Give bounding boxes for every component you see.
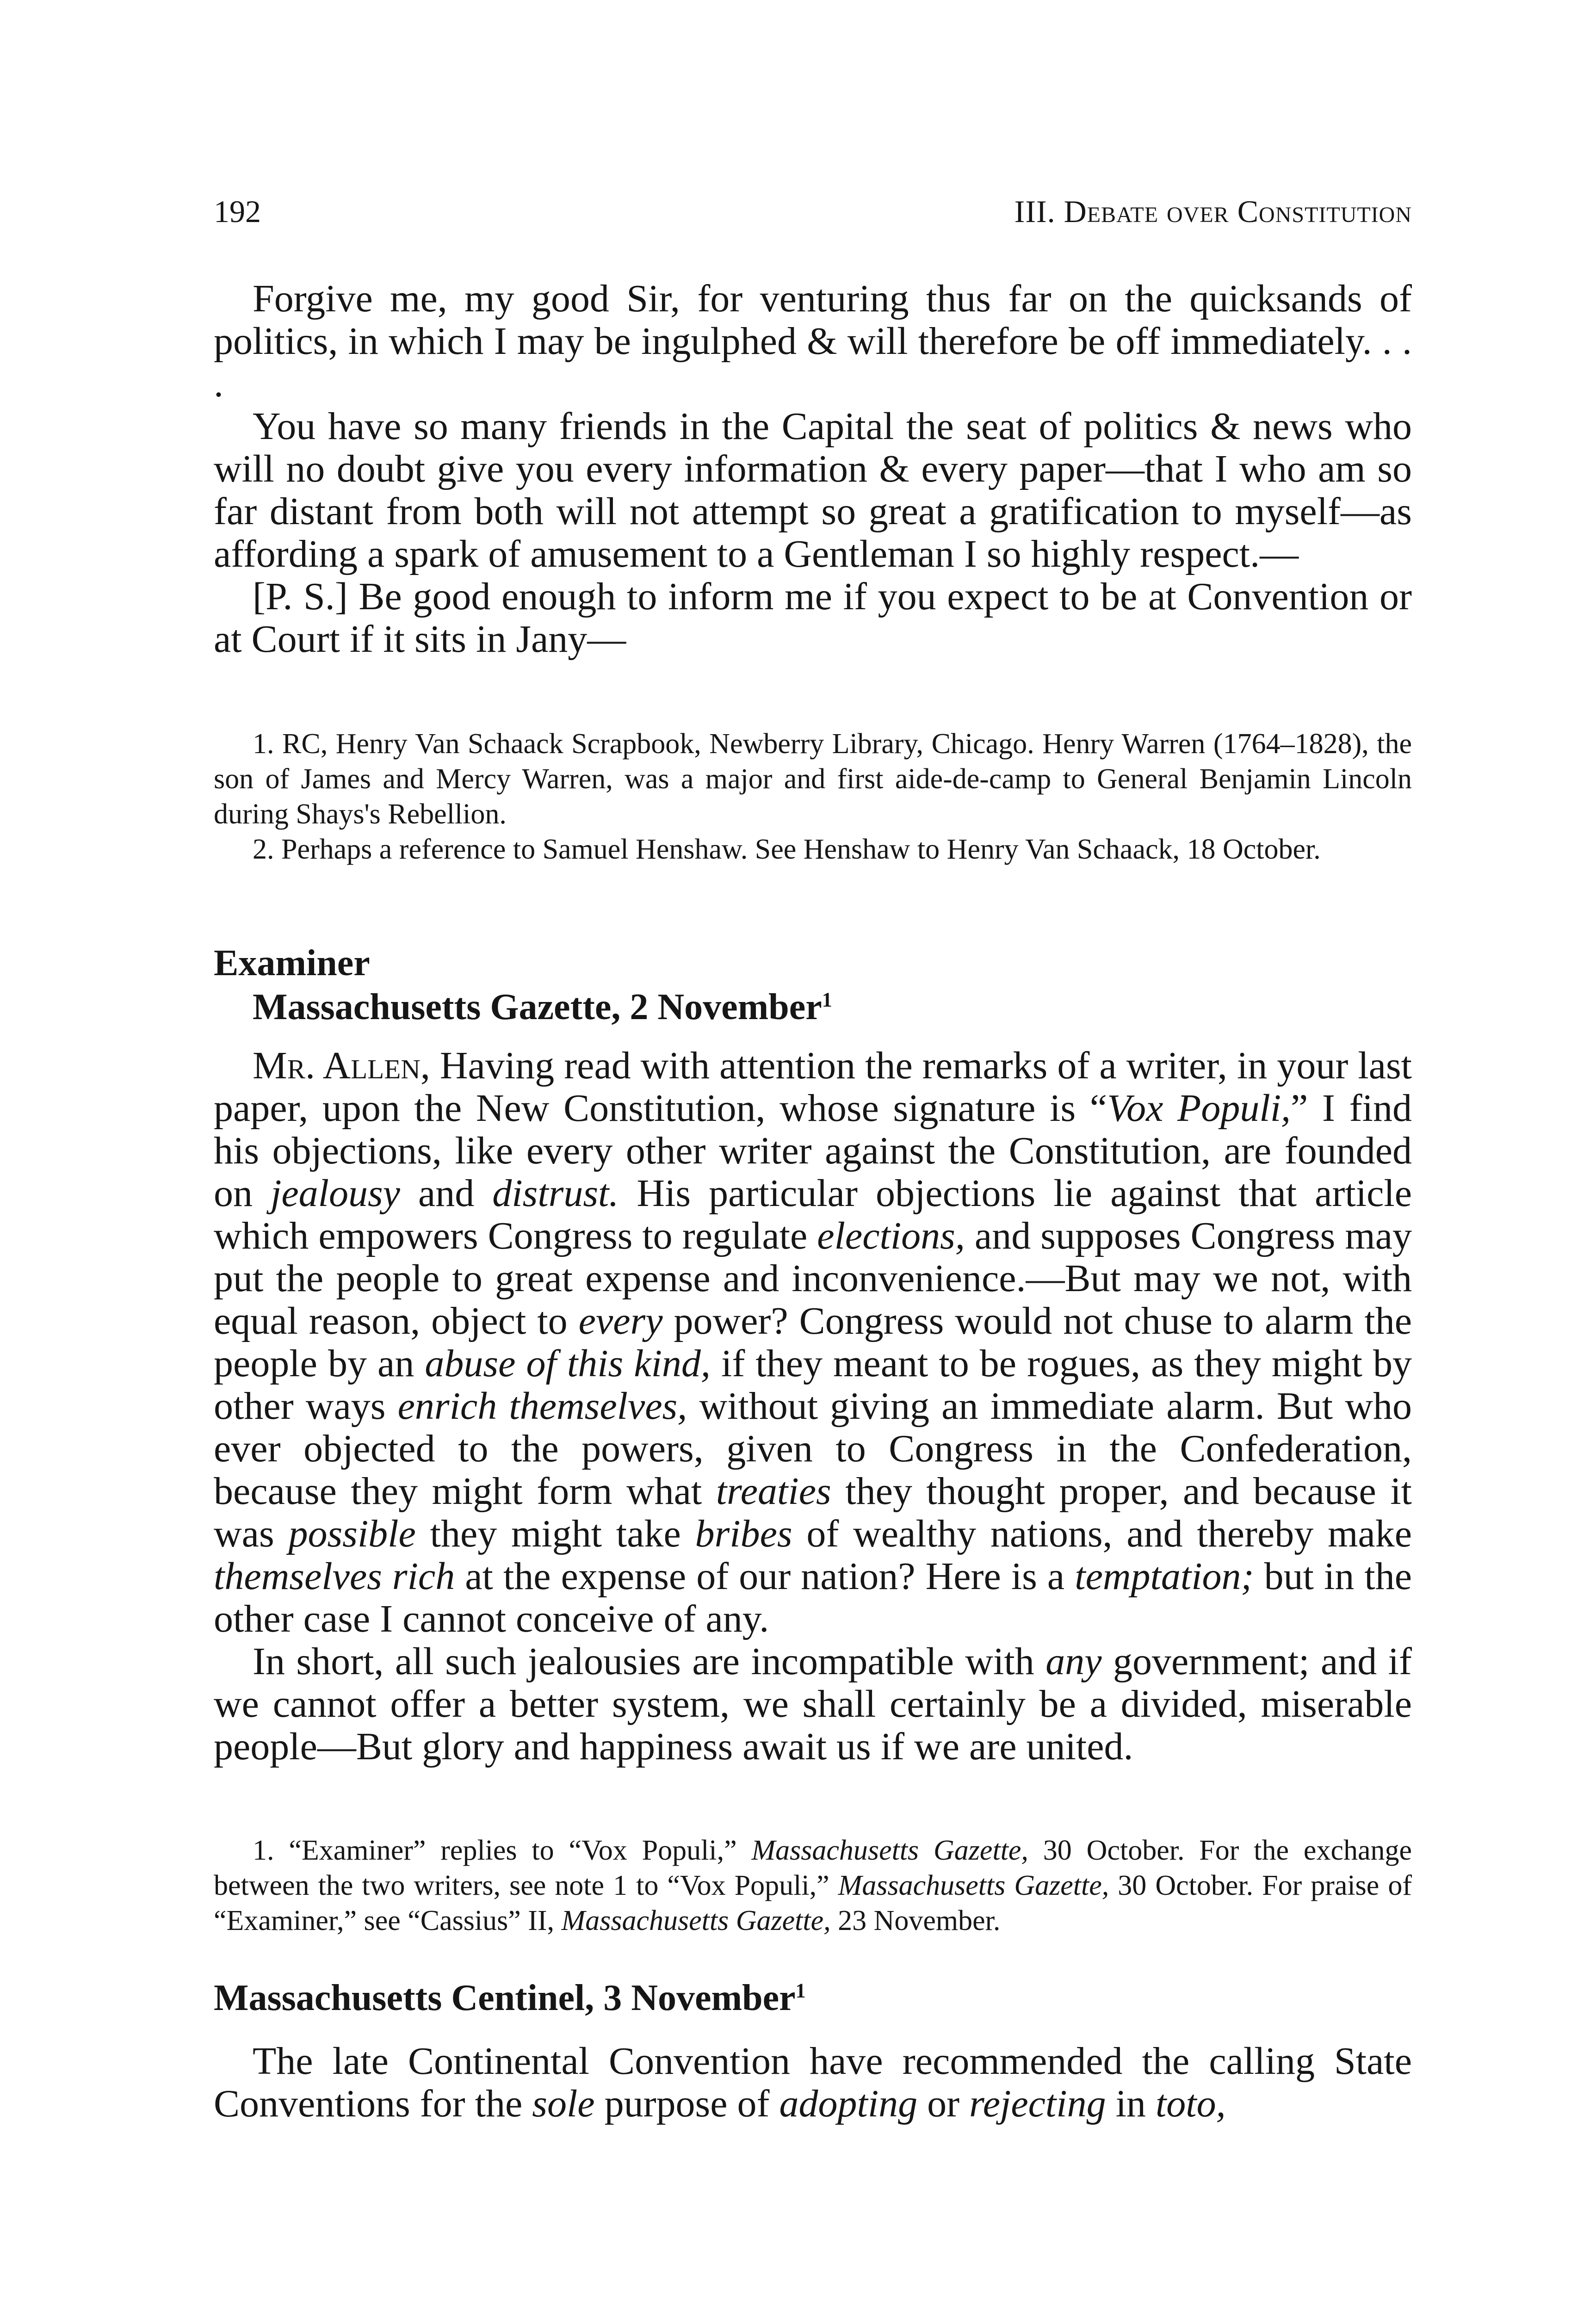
- italic-run: rejecting: [969, 2082, 1106, 2125]
- letter-continuation: [214, 278, 1412, 661]
- centinel-heading: [214, 1976, 1412, 2020]
- italic-run: toto,: [1155, 2082, 1226, 2125]
- italic-run: Massachusetts Gazette,: [838, 1870, 1109, 1901]
- document-title: [214, 1976, 1412, 2020]
- footnote: [214, 1833, 1412, 1938]
- italic-run: enrich themselves,: [397, 1385, 687, 1428]
- italic-run: elections,: [817, 1214, 965, 1257]
- section-title: III. Debate over Constitution: [1014, 194, 1412, 229]
- italic-run: treaties: [716, 1470, 831, 1513]
- text-run: of wealthy nations, and thereby make: [792, 1512, 1412, 1555]
- italic-run: abuse of this kind,: [425, 1342, 711, 1385]
- text-run: His particular objections lie against that article which empowers Congress to regulate: [214, 1172, 1412, 1257]
- letter-footnotes: [214, 726, 1412, 867]
- page-number: 192: [214, 194, 261, 229]
- text-run: but in the other case I cannot conceive of any.: [214, 1555, 1412, 1640]
- note-mark: 1: [795, 1979, 806, 2002]
- italic-run: themselves rich: [214, 1555, 455, 1598]
- italic-run: adopting: [779, 2082, 918, 2125]
- document-source: [214, 985, 1412, 1029]
- text-run: 1. “Examiner” replies to “Vox Populi,”: [253, 1835, 752, 1866]
- italic-run: Massachusetts Gazette,: [751, 1835, 1028, 1866]
- text-run: 30 October. For praise of “Examiner,” see “Cassius” II,: [214, 1870, 1412, 1936]
- text-run: without giving an immediate alarm. But who ever objected to the powers, given to Congress in the Confederation, because they might form what: [214, 1385, 1412, 1513]
- centinel-article: [214, 2040, 1412, 2125]
- article-paragraph: [214, 1640, 1412, 1768]
- text-run: purpose of: [594, 2082, 779, 2125]
- text-run: government; and if we cannot offer a better system, we shall certainly be a divided, miserable people—But glory and happiness await us if we are united.: [214, 1640, 1412, 1768]
- title-text: Massachusetts Centinel, 3 November: [214, 1978, 796, 2018]
- article-paragraph: [214, 2040, 1412, 2125]
- italic-run: every: [578, 1299, 663, 1342]
- salutation: Mr. Allen: [253, 1044, 421, 1087]
- text-run: or: [917, 2082, 970, 2125]
- document-title: Examiner: [214, 943, 370, 983]
- text-run: they might take: [415, 1512, 695, 1555]
- text-run: if they meant to be rogues, as they might by other ways: [214, 1342, 1412, 1428]
- italic-run: Massachusetts Gazette,: [561, 1905, 831, 1936]
- text-run: power? Congress would not chuse to alarm the people by an: [214, 1299, 1412, 1385]
- italic-run: jealousy: [271, 1172, 400, 1215]
- examiner-heading: [214, 941, 1412, 1029]
- italic-run: bribes: [695, 1512, 792, 1555]
- italic-run: possible: [288, 1512, 416, 1555]
- letter-paragraph: Forgive me, my good Sir, for venturing thus far on the quicksands of politics, in which I may be ingulphed & will therefore be off immediately. . . .: [214, 277, 1412, 405]
- text-run: and: [400, 1172, 493, 1215]
- examiner-footnote: [214, 1833, 1412, 1938]
- italic-run: Vox Populi,: [1107, 1087, 1291, 1130]
- italic-run: temptation;: [1075, 1555, 1254, 1598]
- italic-run: distrust.: [492, 1172, 619, 1215]
- footnote: 1. RC, Henry Van Schaack Scrapbook, Newberry Library, Chicago. Henry Warren (1764–1828), the son of James and Mercy Warren, was a major and first aide-de-camp to General Benjamin Lincoln during Shays's Rebellion.: [214, 728, 1412, 830]
- text-run: and supposes Congress may put the people to great expense and inconvenience.—But may we not, with equal reason, object to: [214, 1214, 1412, 1342]
- text-run: 23 November.: [830, 1905, 1001, 1936]
- text-run: The late Continental Convention have recommended the calling State Conventions for the: [214, 2040, 1412, 2125]
- text-run: they thought proper, and because it was: [214, 1470, 1412, 1555]
- text-run: In short, all such jealousies are incompatible with: [253, 1640, 1046, 1683]
- source-text: Massachusetts Gazette, 2 November: [253, 987, 822, 1027]
- italic-run: any: [1045, 1640, 1102, 1683]
- article-paragraph: [214, 1045, 1412, 1640]
- text-run: in: [1106, 2082, 1156, 2125]
- letter-paragraph: You have so many friends in the Capital the seat of politics & news who will no doubt give you every information & every paper—that I who am so far distant from both will not attempt so great a gratification to myself—as affording a spark of amusement to a Gentleman I so highly respect.—: [214, 405, 1412, 575]
- footnote: 2. Perhaps a reference to Samuel Henshaw. See Henshaw to Henry Van Schaack, 18 October.: [253, 834, 1321, 865]
- note-mark: 1: [822, 988, 832, 1011]
- running-head: [214, 193, 1412, 235]
- examiner-article: [214, 1045, 1412, 1768]
- italic-run: sole: [532, 2082, 595, 2125]
- letter-postscript: [P. S.] Be good enough to inform me if you expect to be at Convention or at Court if it sits in Jany—: [214, 575, 1412, 661]
- text-run: , Having read with attention the remarks of a writer, in your last paper, upon the New Constitution, whose signature is “: [214, 1044, 1412, 1130]
- text-run: ” I find his objections, like every other writer against the Constitution, are founded on: [214, 1087, 1412, 1215]
- text-run: 30 October. For the exchange between the two writers, see note 1 to “Vox Populi,”: [214, 1835, 1412, 1901]
- text-run: at the expense of our nation? Here is a: [455, 1555, 1075, 1598]
